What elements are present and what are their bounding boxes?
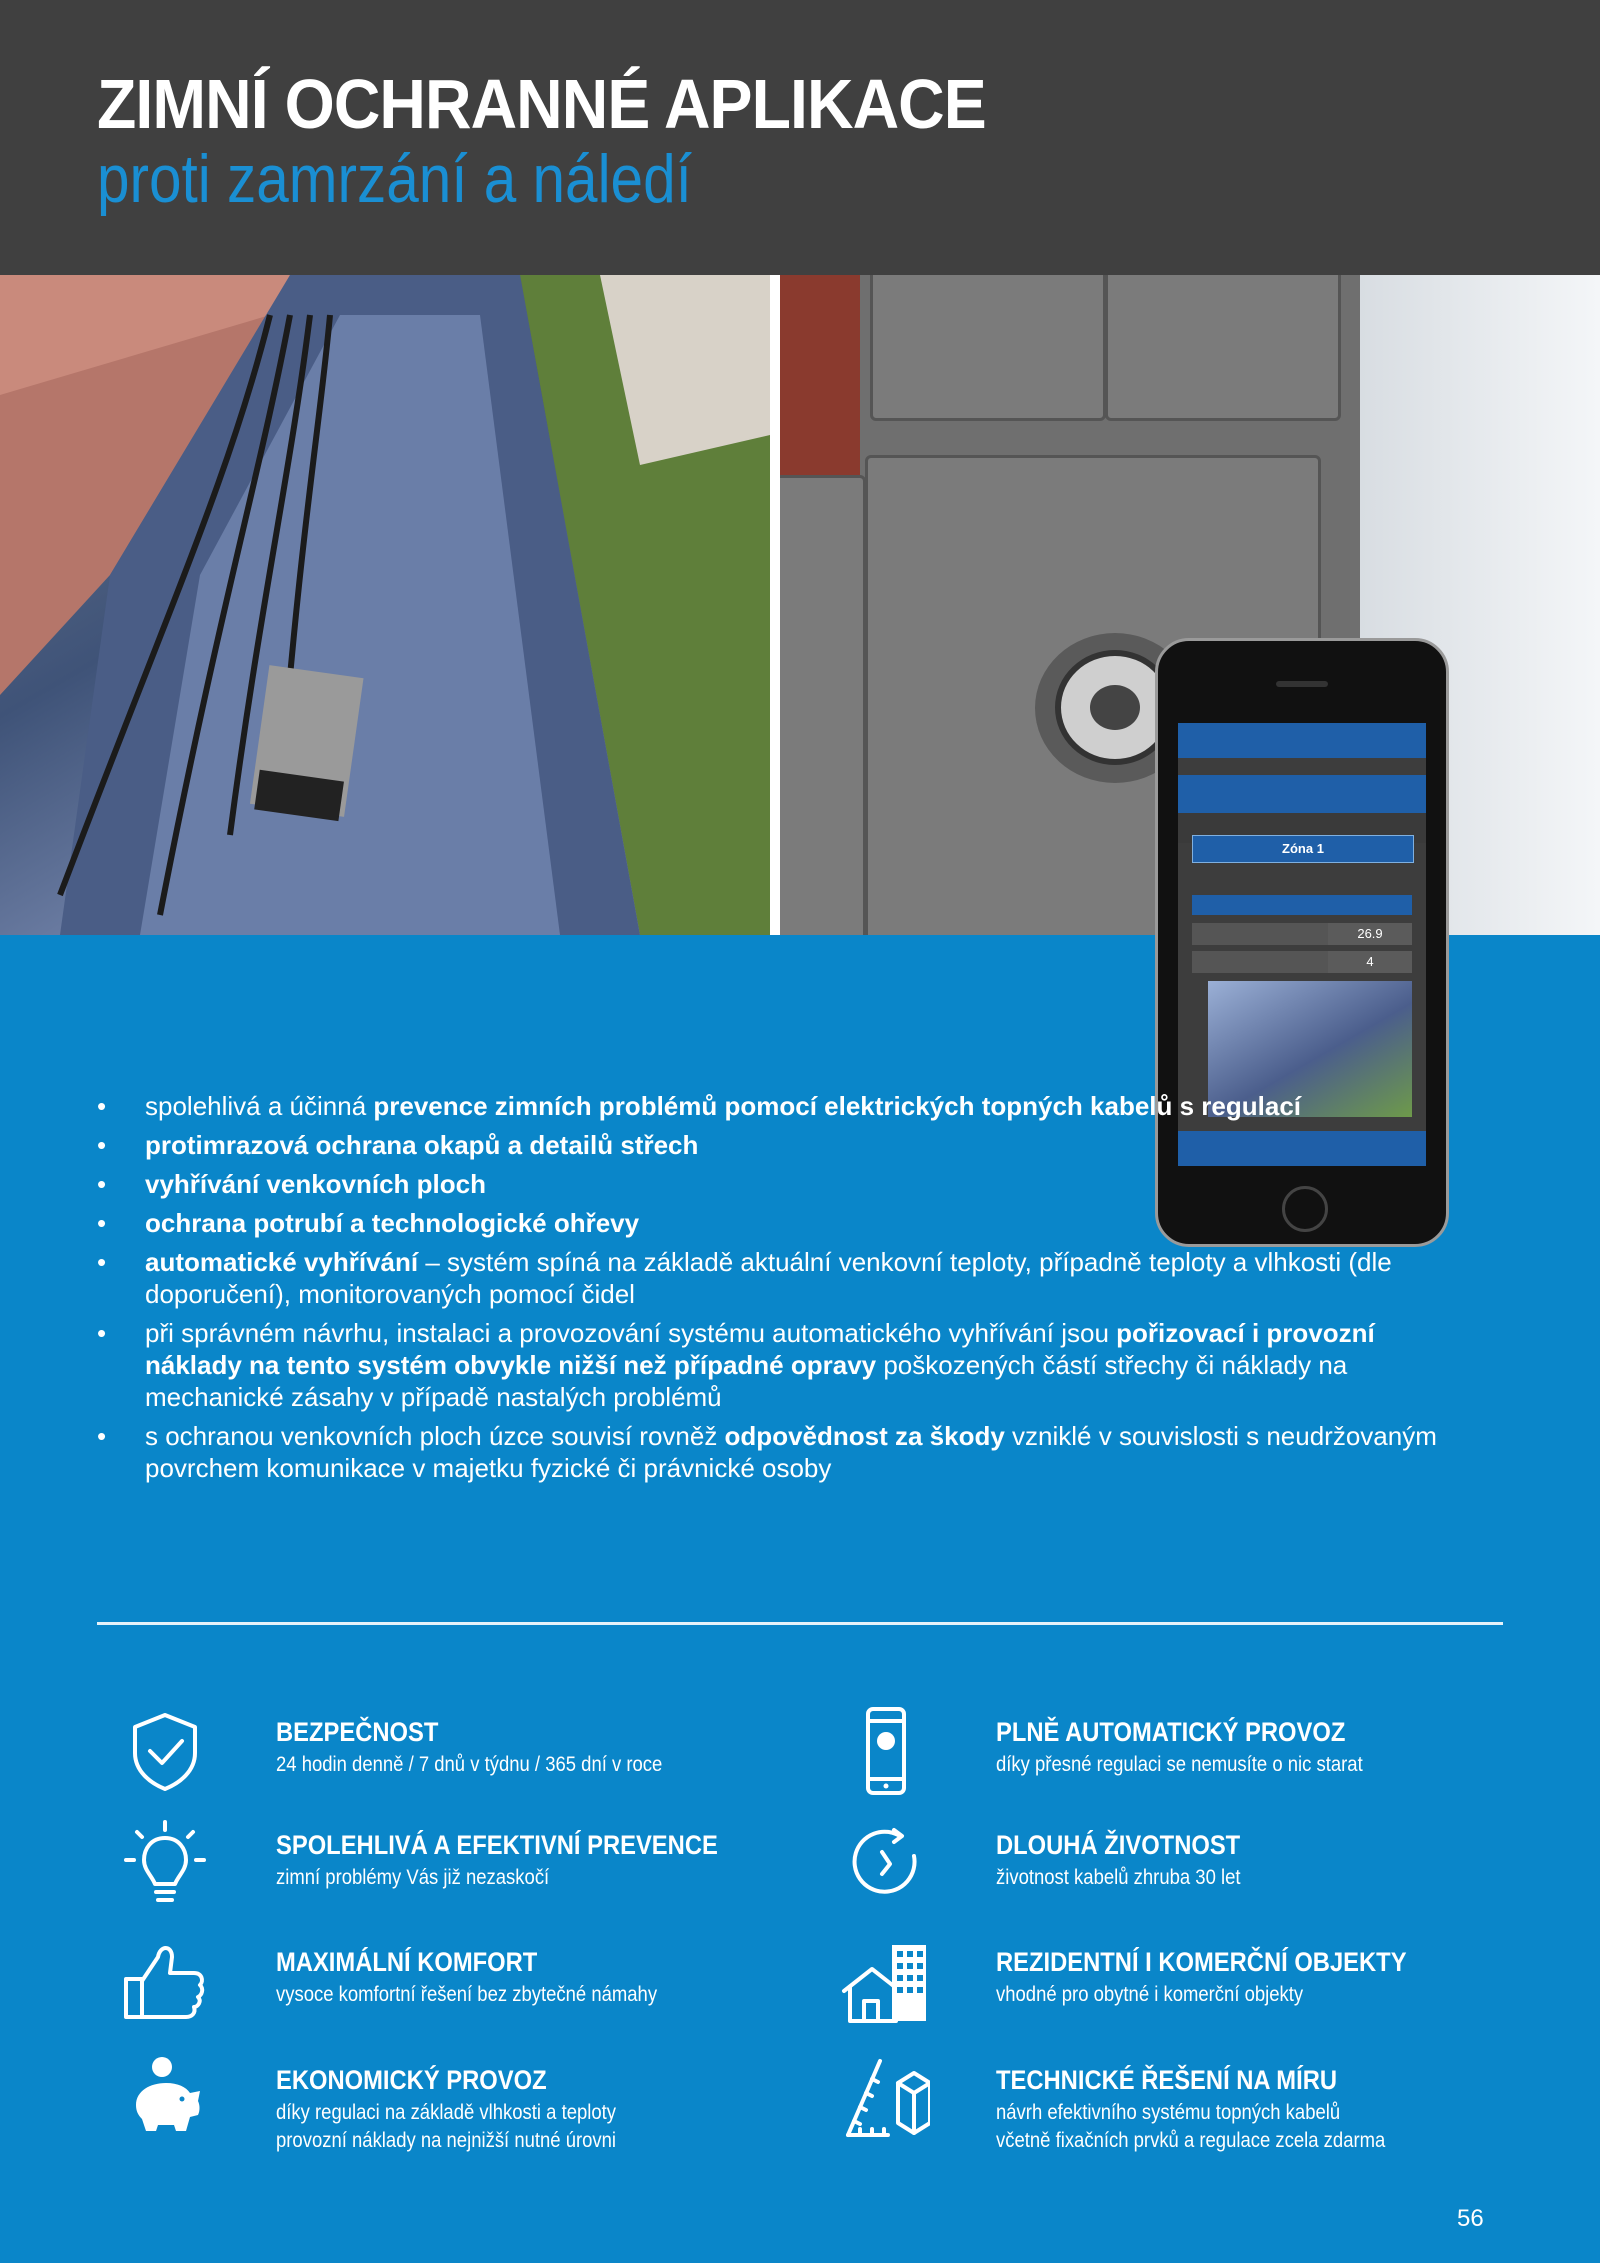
feature-item	[120, 1705, 760, 1805]
bullet-text-segment: při správném návrhu, instalaci a provozování systému automatického vyhřívání jsou	[145, 1318, 1117, 1348]
bullet-item	[97, 1420, 1447, 1484]
feature-description: 24 hodin denně / 7 dnů v týdnu / 365 dní v roce	[276, 1753, 663, 1776]
bullet-item	[97, 1129, 1447, 1161]
bullet-text-segment: poškozených částí střechy či náklady na mechanické zásahy v případě nastalých problémů	[145, 1350, 1348, 1412]
piggy-bank-icon	[120, 2053, 210, 2143]
bullet-text-segment: protimrazová ochrana okapů a detailů střech	[145, 1130, 699, 1160]
bullet-text-segment: s ochranou venkovních ploch úzce souvisí rovněž	[145, 1421, 725, 1451]
feature-item	[840, 1818, 1480, 1918]
page-title: ZIMNÍ OCHRANNÉ APLIKACE	[97, 65, 986, 143]
photo-divider	[770, 275, 780, 935]
bullet-text-segment: odpovědnost za škody	[724, 1421, 1005, 1451]
smartphone-icon	[840, 1705, 930, 1795]
feature-description: včetně fixačních prvků a regulace zcela zdarma	[996, 2129, 1386, 2152]
feature-item	[840, 1935, 1480, 2035]
benefit-bullet-list	[97, 1090, 1447, 1491]
feature-item	[840, 2053, 1480, 2153]
bullet-text-segment: prevence zimních problémů pomocí elektrických topných kabelů s regulací	[373, 1091, 1302, 1121]
feature-description: návrh efektivního systému topných kabelů	[996, 2101, 1341, 2124]
feature-description: vhodné pro obytné i komerční objekty	[996, 1983, 1304, 2006]
bullet-text-segment: ochrana potrubí a technologické ohřevy	[145, 1208, 640, 1238]
phone-speaker	[1276, 681, 1328, 687]
feature-title: REZIDENTNÍ I KOMERČNÍ OBJEKTY	[996, 1947, 1407, 1977]
page-header	[0, 0, 1600, 275]
feature-item	[120, 1818, 760, 1918]
lightbulb-icon	[120, 1818, 210, 1908]
zone-label: Zóna 1	[1192, 835, 1414, 863]
buildings-icon	[840, 1935, 930, 2025]
humidity-value: 4	[1328, 951, 1412, 973]
feature-title: MAXIMÁLNÍ KOMFORT	[276, 1947, 538, 1977]
temperature-value: 26.9	[1328, 923, 1412, 945]
feature-item	[840, 1705, 1480, 1805]
feature-description: zimní problémy Vás již nezaskočí	[276, 1866, 550, 1889]
feature-description: díky regulaci na základě vlhkosti a teploty	[276, 2101, 617, 2124]
bullet-item	[97, 1090, 1447, 1122]
feature-title: DLOUHÁ ŽIVOTNOST	[996, 1830, 1241, 1860]
photo-gutter-heating	[0, 275, 770, 935]
bullet-item	[97, 1207, 1447, 1239]
feature-title: TECHNICKÉ ŘEŠENÍ NA MÍRU	[996, 2065, 1338, 2095]
bullet-item	[97, 1317, 1447, 1413]
thumbs-up-icon	[120, 1935, 210, 2025]
feature-description: díky přesné regulaci se nemusíte o nic starat	[996, 1753, 1363, 1776]
clock-icon	[840, 1818, 930, 1908]
ruler-box-icon	[840, 2053, 930, 2143]
feature-title: SPOLEHLIVÁ A EFEKTIVNÍ PREVENCE	[276, 1830, 718, 1860]
feature-description: životnost kabelů zhruba 30 let	[996, 1866, 1241, 1889]
feature-description: provozní náklady na nejnižší nutné úrovni	[276, 2129, 617, 2152]
feature-title: BEZPEČNOST	[276, 1717, 439, 1747]
bullet-text-segment: pořizovací i provozní náklady na tento systém obvykle nižší než případné opravy	[145, 1318, 1375, 1380]
section-divider	[97, 1622, 1503, 1625]
page-number: 56	[1457, 2205, 1484, 2232]
feature-description: vysoce komfortní řešení bez zbytečné námahy	[276, 1983, 658, 2006]
bullet-text-segment: spolehlivá a účinná	[145, 1091, 374, 1121]
bullet-text-segment: automatické vyhřívání	[145, 1247, 419, 1277]
feature-item	[120, 2053, 760, 2153]
shield-check-icon	[120, 1705, 210, 1795]
bullet-text-segment: vzniklé v souvislosti s neudržovaným povrchem komunikace v majetku fyzické či právnické osoby	[145, 1421, 1437, 1483]
page-subtitle: proti zamrzání a náledí	[97, 141, 692, 217]
bullet-item	[97, 1246, 1447, 1310]
feature-title: PLNĚ AUTOMATICKÝ PROVOZ	[996, 1717, 1346, 1747]
bullet-text-segment: – systém spíná na základě aktuální venkovní teploty, případně teploty a vlhkosti (dle doporučení), monitorovaných pomocí čidel	[145, 1247, 1392, 1309]
bullet-item	[97, 1168, 1447, 1200]
bullet-text-segment: vyhřívání venkovních ploch	[145, 1169, 486, 1199]
feature-title: EKONOMICKÝ PROVOZ	[276, 2065, 547, 2095]
feature-item	[120, 1935, 760, 2035]
